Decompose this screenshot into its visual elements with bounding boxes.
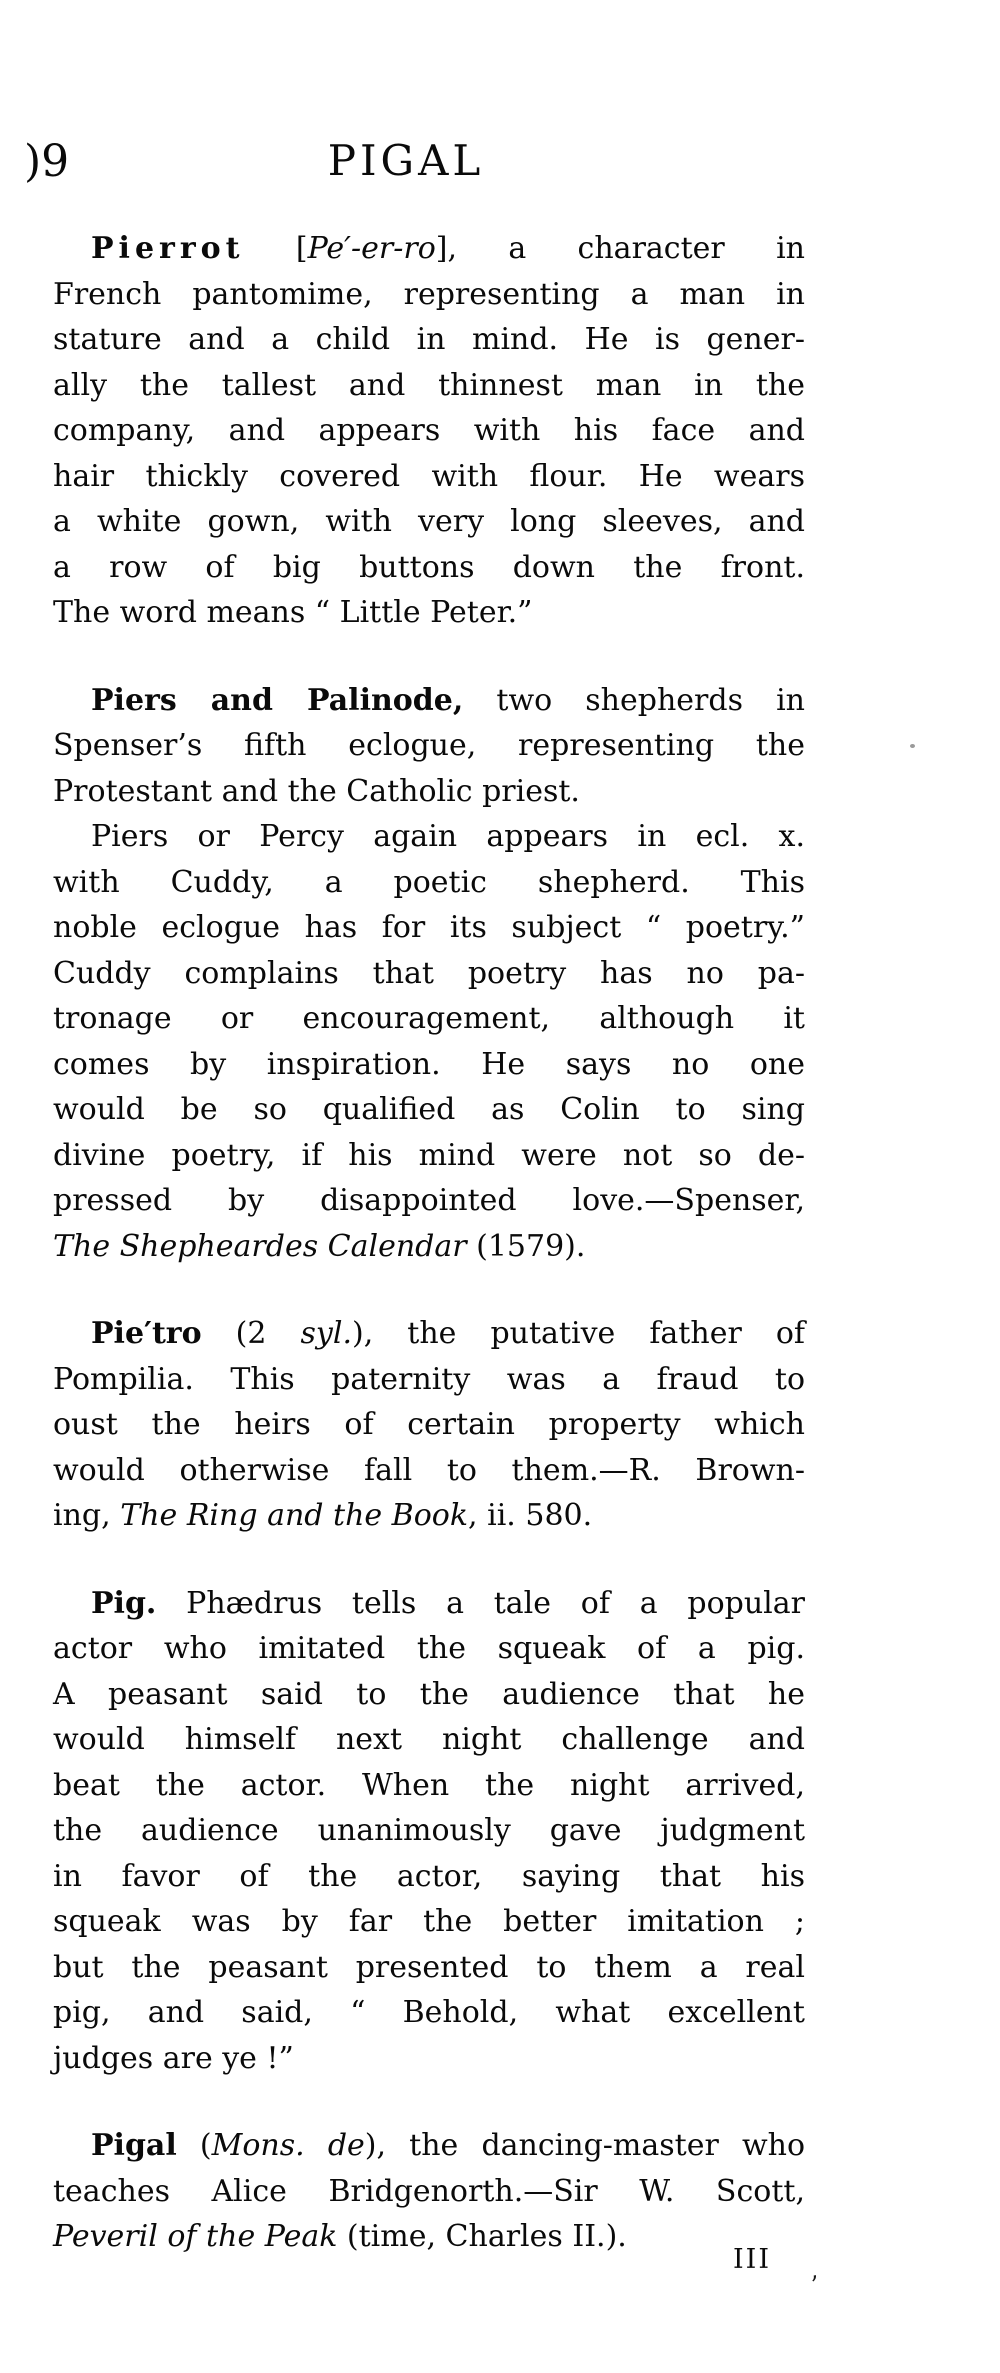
- text-line: [53, 1990, 805, 2036]
- text-line: [53, 1133, 805, 1179]
- text-line: [53, 2169, 805, 2215]
- text-line: [53, 272, 805, 318]
- entry-pietro: [53, 1311, 805, 1539]
- text-segment: ing,: [53, 1498, 121, 1533]
- text-line: [53, 590, 805, 636]
- text-segment: Cuddy complains that poetry has no pa-: [53, 955, 805, 991]
- text-segment: noble eclogue has for its subject “ poetry.”: [53, 910, 805, 945]
- text-line: [53, 545, 805, 591]
- text-segment: ally the tallest and thinnest man in the: [53, 367, 805, 403]
- text-line: [53, 317, 805, 363]
- text-segment: a white gown, with very long sleeves, and: [53, 504, 805, 539]
- text-line: [53, 860, 805, 906]
- text-line: [53, 814, 805, 860]
- text-segment: (2: [201, 1316, 301, 1351]
- text-segment: pressed by disappointed love.—Spenser,: [53, 1183, 805, 1218]
- text-segment: Piers or Percy again appears in ecl. x.: [91, 819, 805, 854]
- text-segment: Phædrus tells a tale of a popular: [156, 1585, 805, 1621]
- text-segment: in favor of the actor, saying that his: [53, 1858, 805, 1894]
- paragraph: [53, 226, 805, 636]
- page-number: )9: [24, 136, 70, 187]
- text-segment: would himself next night challenge and: [53, 1722, 805, 1757]
- text-segment: two shepherds in: [463, 682, 805, 718]
- text-segment: (1579).: [466, 1228, 586, 1264]
- text-line: [53, 769, 805, 815]
- text-segment: actor who imitated the squeak of a pig.: [53, 1631, 805, 1666]
- text-segment: divine poetry, if his mind were not so de-: [53, 1137, 805, 1173]
- text-segment: Protestant and the Catholic priest.: [53, 773, 580, 809]
- text-segment: company, and appears with his face and: [53, 413, 805, 448]
- text-segment: Pig.: [91, 1585, 157, 1621]
- text-segment: judges are ye !”: [53, 2040, 294, 2076]
- text-segment: hair thickly covered with flour. He wears: [53, 458, 805, 494]
- text-segment: French pantomime, representing a man in: [53, 276, 805, 312]
- text-line: [53, 678, 805, 724]
- text-line: [53, 905, 805, 951]
- text-segment: Spenser’s fifth eclogue, representing the: [53, 728, 805, 763]
- text-line: [53, 723, 805, 769]
- text-segment: comes by inspiration. He says no one: [53, 1046, 805, 1082]
- text-segment: ), the dancing-master who: [364, 2128, 805, 2163]
- text-line: [53, 2036, 805, 2082]
- text-line: [53, 2214, 805, 2260]
- entry-pigal: [53, 2123, 805, 2260]
- text-segment: Pie′tro: [91, 1316, 202, 1351]
- text-segment: beat the actor. When the night arrived,: [53, 1767, 805, 1803]
- text-segment: a row of big buttons down the front.: [53, 549, 805, 585]
- text-line: [53, 454, 805, 500]
- text-segment: , ii. 580.: [468, 1498, 593, 1533]
- stray-ink-mark: ,: [808, 2255, 820, 2285]
- text-segment: The Ring and the Book: [120, 1498, 469, 1533]
- text-line: [53, 1808, 805, 1854]
- text-line: [53, 1357, 805, 1403]
- text-line: [53, 951, 805, 997]
- running-head: PIGAL: [327, 136, 485, 185]
- text-segment: stature and a child in mind. He is gener-: [53, 322, 805, 357]
- text-line: [53, 1224, 805, 1270]
- text-segment: (time, Charles II.).: [337, 2219, 627, 2254]
- text-line: [53, 1581, 805, 1627]
- text-segment: would otherwise fall to them.—R. Brown-: [53, 1452, 805, 1488]
- paragraph: [53, 1581, 805, 2082]
- paragraph: [53, 1311, 805, 1539]
- text-segment: Pigal: [91, 2128, 177, 2163]
- text-line: [53, 1042, 805, 1088]
- text-segment: oust the heirs of certain property which: [53, 1407, 805, 1442]
- text-line: [53, 1717, 805, 1763]
- text-segment: would be so qualified as Colin to sing: [53, 1092, 805, 1127]
- text-segment: The Shepheardes Calendar: [53, 1228, 467, 1264]
- text-segment: Mons. de: [211, 2128, 365, 2163]
- text-segment: Piers and Palinode,: [91, 682, 464, 718]
- text-line: [53, 408, 805, 454]
- text-line: [53, 1311, 805, 1357]
- text-line: [53, 1493, 805, 1539]
- text-segment: tronage or encouragement, although it: [53, 1001, 805, 1036]
- entry-pierrot: [53, 226, 805, 636]
- text-line: [53, 1448, 805, 1494]
- text-segment: ), the putative father of: [352, 1316, 805, 1351]
- text-segment: but the peasant presented to them a real: [53, 1949, 805, 1985]
- paragraph: [53, 678, 805, 815]
- text-line: [53, 1672, 805, 1718]
- text-segment: squeak was by far the better imitation ;: [53, 1904, 805, 1939]
- paragraph: [53, 2123, 805, 2260]
- entry-piers-and-palinode: [53, 678, 805, 1270]
- text-line: [53, 1626, 805, 1672]
- text-line: [53, 226, 805, 272]
- text-segment: ], a character in: [435, 231, 805, 266]
- signature-mark: III: [733, 2244, 771, 2275]
- scan-speck: [910, 744, 915, 748]
- text-line: [53, 1087, 805, 1133]
- text-body: [53, 226, 805, 2260]
- text-line: [53, 1763, 805, 1809]
- text-segment: A peasant said to the audience that he: [53, 1676, 805, 1712]
- text-line: [53, 2123, 805, 2169]
- text-line: [53, 1945, 805, 1991]
- text-line: [53, 996, 805, 1042]
- text-segment: Pe′-er-ro: [307, 231, 436, 266]
- text-line: [53, 1854, 805, 1900]
- entry-pig: [53, 1581, 805, 2082]
- text-segment: The word means “ Little Peter.”: [53, 595, 533, 630]
- text-segment: pig, and said, “ Behold, what excellent: [53, 1995, 805, 2030]
- text-segment: syl.: [300, 1316, 352, 1351]
- text-segment: teaches Alice Bridgenorth.—Sir W. Scott,: [53, 2173, 805, 2209]
- text-line: [53, 499, 805, 545]
- text-segment: with Cuddy, a poetic shepherd. This: [53, 864, 805, 900]
- paragraph: [53, 814, 805, 1269]
- text-segment: the audience unanimously gave judgment: [53, 1813, 805, 1848]
- text-segment: [: [244, 231, 308, 266]
- text-segment: Peveril of the Peak: [53, 2219, 338, 2254]
- text-segment: Pierrot: [91, 231, 245, 266]
- text-line: [53, 1402, 805, 1448]
- text-segment: (: [176, 2128, 212, 2163]
- text-segment: Pompilia. This paternity was a fraud to: [53, 1361, 805, 1397]
- text-line: [53, 1178, 805, 1224]
- text-line: [53, 363, 805, 409]
- text-line: [53, 1899, 805, 1945]
